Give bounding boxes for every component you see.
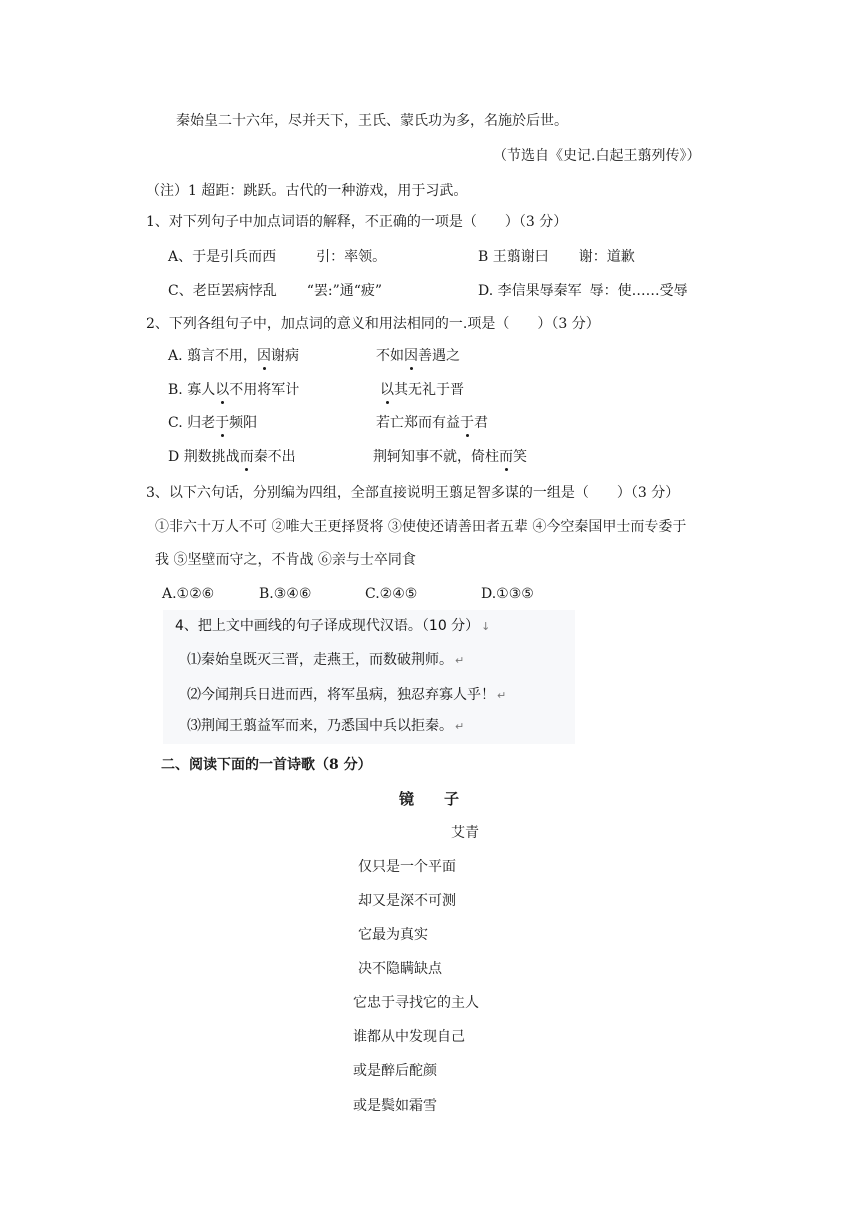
q2-c-left-post: 频阳 xyxy=(229,415,258,431)
poem-line: 决不隐瞒缺点 xyxy=(358,961,442,977)
q2-stem-dot: . xyxy=(462,316,468,332)
q2-c-left-pre: 归老 xyxy=(187,415,216,431)
q2-d-right-pre: 荆轲知事不就，倚柱 xyxy=(373,449,499,465)
q4-sentence-2 xyxy=(187,685,506,706)
section2-heading: 二、阅读下面的一首诗歌（8 分） xyxy=(161,757,372,773)
q2-option-d-right xyxy=(373,447,527,467)
q1-option-d-text: D. 李信果辱秦军 xyxy=(478,283,582,299)
q1-option-b-gloss: 谢：道歉 xyxy=(578,249,635,265)
poem-line: 仅只是一个平面 xyxy=(358,859,456,875)
q4-sentence-3-text: ⑶荆闻王翦益军而来，乃悉国中兵以拒秦。 xyxy=(187,718,453,734)
q2-option-a-label: A. xyxy=(168,348,183,364)
q4-embedded-image xyxy=(163,610,575,744)
poem-title: 镜 子 xyxy=(399,790,460,808)
q2-b-left-post: 不用将军计 xyxy=(229,382,300,398)
q2-d-right-dotted-word: 而 xyxy=(499,449,513,465)
q2-a-left-pre: 翦言不用， xyxy=(187,348,258,364)
q2-option-b-right xyxy=(380,380,464,400)
q2-stem-pre: 2、下列各组句子中，加点词的意义和用法相同的一 xyxy=(146,316,463,332)
q2-c-right-pre: 若亡郑而有益 xyxy=(376,415,460,431)
passage-source: （节选自《史记.白起王翦列传》） xyxy=(493,148,701,164)
q2-stem-post: 项是（ ）（3 分） xyxy=(467,316,600,332)
q2-option-d-label: D xyxy=(168,449,180,465)
poem-line: 它忠于寻找它的主人 xyxy=(353,995,479,1011)
poem-line: 却又是深不可测 xyxy=(358,893,456,909)
q2-option-b-left xyxy=(168,380,299,400)
q4-stem xyxy=(175,616,490,637)
q2-option-b-label: B. xyxy=(168,382,183,398)
q3-stem: 3、以下六句话，分别编为四组，全部直接说明王翦足智多谋的一组是（ ）（3 分） xyxy=(146,485,680,501)
q1-stem: 1、对下列句子中加点词语的解释，不正确的一项是（ ）（3 分） xyxy=(146,214,568,230)
q2-b-left-pre: 寡人 xyxy=(187,382,216,398)
q1-option-c-text: C、老臣罢病悖乱 xyxy=(168,283,277,299)
paragraph-mark-icon: ↵ xyxy=(497,689,507,702)
passage-ending: 秦始皇二十六年，尽并天下，王氏、蒙氏功为多，名施於后世。 xyxy=(176,113,568,129)
q1-option-a-text: A、于是引兵而西 xyxy=(168,249,277,265)
poem-author: 艾青 xyxy=(451,825,479,841)
paragraph-mark-icon: ↵ xyxy=(455,654,465,667)
line-break-mark-icon: ↓ xyxy=(481,620,491,633)
q2-d-right-post: 笑 xyxy=(513,449,527,465)
q2-a-right-dotted-word: 因 xyxy=(404,348,418,364)
q2-a-left-post: 谢病 xyxy=(271,348,300,364)
q4-sentence-1 xyxy=(187,650,464,671)
q3-option-b: B.③④⑥ xyxy=(259,586,312,602)
q1-option-b-text: B 王翦谢曰 xyxy=(478,249,549,265)
passage-note: （注）1 超距：跳跃。古代的一种游戏，用于习武。 xyxy=(146,183,468,199)
q4-sentence-2-text: ⑵今闻荆兵日进而西，将军虽病，独忍弃寡人乎！ xyxy=(187,687,495,703)
q2-option-d-left xyxy=(168,447,296,467)
q3-option-c: C.②④⑤ xyxy=(365,586,418,602)
q2-b-right-post: 其无礼于晋 xyxy=(394,382,464,398)
q1-option-a xyxy=(168,247,386,267)
q2-d-left-post: 秦不出 xyxy=(253,449,296,465)
poem-line: 谁都从中发现自己 xyxy=(353,1029,465,1045)
q4-stem-text: 4、把上文中画线的句子译成现代汉语。（10 分） xyxy=(175,618,480,634)
q4-sentence-1-text: ⑴秦始皇既灭三晋，走燕王，而数破荆师。 xyxy=(187,652,453,668)
q2-b-right-dotted-word: 以 xyxy=(380,382,394,398)
q2-option-a-right xyxy=(376,346,460,366)
q3-sentences-line2: 我 ⑤坚壁而守之，不肯战 ⑥亲与士卒同食 xyxy=(155,552,416,568)
q1-option-d-gloss: 辱：使……受辱 xyxy=(589,283,688,299)
q2-d-left-dotted-word: 而 xyxy=(239,449,254,465)
q3-option-d: D.①③⑤ xyxy=(481,586,534,602)
q2-c-right-dotted-word: 于 xyxy=(460,415,474,431)
q1-option-d xyxy=(478,281,688,301)
q2-option-c-label: C. xyxy=(168,415,183,431)
paragraph-mark-icon: ↵ xyxy=(455,720,465,733)
q3-option-a: A.①②⑥ xyxy=(162,586,215,602)
q1-option-c xyxy=(168,281,382,301)
q2-b-left-dotted-word: 以 xyxy=(215,382,230,398)
q2-a-right-post: 善遇之 xyxy=(418,348,460,364)
q2-c-left-dotted-word: 于 xyxy=(215,415,230,431)
poem-line: 或是醉后酡颜 xyxy=(353,1063,437,1079)
q2-option-c-right xyxy=(376,413,488,433)
q1-option-b xyxy=(478,247,635,267)
q2-stem xyxy=(146,314,600,334)
q2-option-c-left xyxy=(168,413,257,433)
q4-sentence-3 xyxy=(187,716,464,737)
q1-option-a-gloss: 引：率领。 xyxy=(316,249,387,265)
q2-option-a-left xyxy=(168,346,299,366)
poem-line: 或是鬓如霜雪 xyxy=(353,1098,437,1114)
q2-d-left-pre: 荆数挑战 xyxy=(183,449,240,465)
q2-a-left-dotted-word: 因 xyxy=(257,348,272,364)
q2-c-right-post: 君 xyxy=(474,415,488,431)
q3-sentences-line1: ①非六十万人不可 ②唯大王更择贤将 ③使使还请善田者五辈 ④今空秦国甲士而专委于 xyxy=(155,519,687,535)
q1-option-c-gloss: “罢:”通“疲” xyxy=(306,283,383,299)
q2-a-right-pre: 不如 xyxy=(376,348,404,364)
poem-line: 它最为真实 xyxy=(358,927,428,943)
